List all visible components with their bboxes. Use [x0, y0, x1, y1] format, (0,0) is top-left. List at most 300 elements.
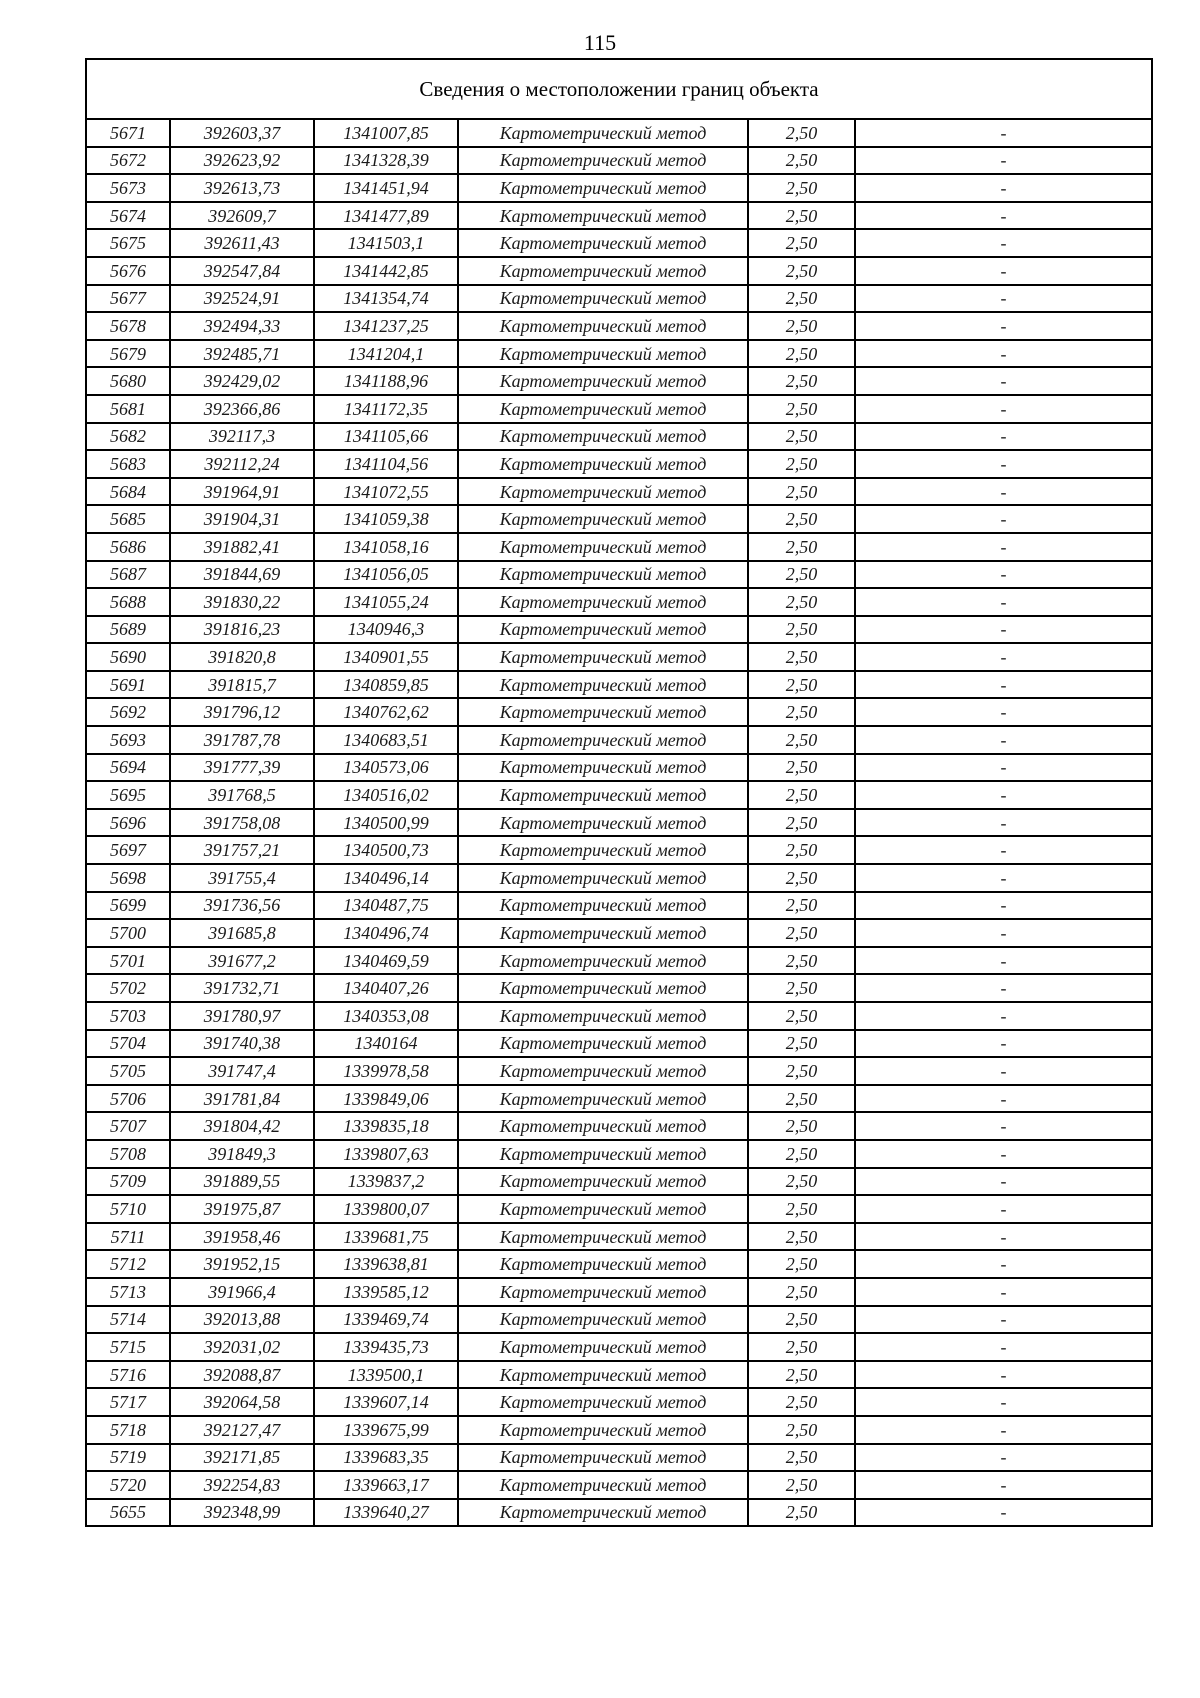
accuracy-cell: 2,50 — [748, 671, 855, 699]
description-cell: - — [855, 478, 1152, 506]
method-cell: Картометрический метод — [458, 1223, 748, 1251]
point-number-cell: 5714 — [86, 1306, 170, 1334]
description-cell: - — [855, 119, 1152, 147]
x-coordinate-cell: 391844,69 — [170, 561, 314, 589]
x-coordinate-cell: 391958,46 — [170, 1223, 314, 1251]
description-cell: - — [855, 809, 1152, 837]
table-title: Сведения о местоположении границ объекта — [86, 59, 1152, 119]
table-row — [86, 1388, 1152, 1416]
x-coordinate-cell: 391757,21 — [170, 836, 314, 864]
method-cell: Картометрический метод — [458, 892, 748, 920]
table-row — [86, 367, 1152, 395]
table-row — [86, 1278, 1152, 1306]
accuracy-cell: 2,50 — [748, 1223, 855, 1251]
y-coordinate-cell: 1339469,74 — [314, 1306, 458, 1334]
y-coordinate-cell: 1341072,55 — [314, 478, 458, 506]
method-cell: Картометрический метод — [458, 1444, 748, 1472]
method-cell: Картометрический метод — [458, 809, 748, 837]
method-cell: Картометрический метод — [458, 119, 748, 147]
point-number-cell: 5703 — [86, 1002, 170, 1030]
y-coordinate-cell: 1339638,81 — [314, 1250, 458, 1278]
point-number-cell: 5679 — [86, 340, 170, 368]
method-cell: Картометрический метод — [458, 229, 748, 257]
x-coordinate-cell: 391777,39 — [170, 754, 314, 782]
y-coordinate-cell: 1340353,08 — [314, 1002, 458, 1030]
table-row — [86, 1306, 1152, 1334]
method-cell: Картометрический метод — [458, 1002, 748, 1030]
accuracy-cell: 2,50 — [748, 423, 855, 451]
description-cell: - — [855, 1030, 1152, 1058]
description-cell: - — [855, 754, 1152, 782]
point-number-cell: 5706 — [86, 1085, 170, 1113]
table-row — [86, 119, 1152, 147]
y-coordinate-cell: 1341172,35 — [314, 395, 458, 423]
x-coordinate-cell: 391768,5 — [170, 781, 314, 809]
table-row — [86, 974, 1152, 1002]
accuracy-cell: 2,50 — [748, 1306, 855, 1334]
method-cell: Картометрический метод — [458, 561, 748, 589]
y-coordinate-cell: 1341188,96 — [314, 367, 458, 395]
point-number-cell: 5674 — [86, 202, 170, 230]
y-coordinate-cell: 1339675,99 — [314, 1416, 458, 1444]
y-coordinate-cell: 1339607,14 — [314, 1388, 458, 1416]
description-cell: - — [855, 947, 1152, 975]
description-cell: - — [855, 257, 1152, 285]
point-number-cell: 5683 — [86, 450, 170, 478]
accuracy-cell: 2,50 — [748, 1361, 855, 1389]
table-row — [86, 754, 1152, 782]
accuracy-cell: 2,50 — [748, 1140, 855, 1168]
point-number-cell: 5691 — [86, 671, 170, 699]
point-number-cell: 5682 — [86, 423, 170, 451]
x-coordinate-cell: 392547,84 — [170, 257, 314, 285]
description-cell: - — [855, 616, 1152, 644]
accuracy-cell: 2,50 — [748, 754, 855, 782]
accuracy-cell: 2,50 — [748, 643, 855, 671]
table-row — [86, 1140, 1152, 1168]
accuracy-cell: 2,50 — [748, 1195, 855, 1223]
description-cell: - — [855, 561, 1152, 589]
point-number-cell: 5704 — [86, 1030, 170, 1058]
accuracy-cell: 2,50 — [748, 229, 855, 257]
x-coordinate-cell: 391677,2 — [170, 947, 314, 975]
method-cell: Картометрический метод — [458, 864, 748, 892]
accuracy-cell: 2,50 — [748, 809, 855, 837]
accuracy-cell: 2,50 — [748, 285, 855, 313]
y-coordinate-cell: 1339640,27 — [314, 1499, 458, 1527]
accuracy-cell: 2,50 — [748, 1112, 855, 1140]
accuracy-cell: 2,50 — [748, 257, 855, 285]
table-row — [86, 285, 1152, 313]
point-number-cell: 5684 — [86, 478, 170, 506]
method-cell: Картометрический метод — [458, 947, 748, 975]
table-title-row — [86, 59, 1152, 119]
method-cell: Картометрический метод — [458, 754, 748, 782]
y-coordinate-cell: 1341503,1 — [314, 229, 458, 257]
method-cell: Картометрический метод — [458, 340, 748, 368]
description-cell: - — [855, 1278, 1152, 1306]
accuracy-cell: 2,50 — [748, 340, 855, 368]
table-row — [86, 312, 1152, 340]
table-row — [86, 395, 1152, 423]
description-cell: - — [855, 1223, 1152, 1251]
description-cell: - — [855, 1057, 1152, 1085]
x-coordinate-cell: 392254,83 — [170, 1471, 314, 1499]
table-row — [86, 588, 1152, 616]
method-cell: Картометрический метод — [458, 919, 748, 947]
y-coordinate-cell: 1341105,66 — [314, 423, 458, 451]
method-cell: Картометрический метод — [458, 1361, 748, 1389]
accuracy-cell: 2,50 — [748, 1444, 855, 1472]
method-cell: Картометрический метод — [458, 202, 748, 230]
y-coordinate-cell: 1341451,94 — [314, 174, 458, 202]
x-coordinate-cell: 392611,43 — [170, 229, 314, 257]
accuracy-cell: 2,50 — [748, 892, 855, 920]
accuracy-cell: 2,50 — [748, 119, 855, 147]
point-number-cell: 5655 — [86, 1499, 170, 1527]
point-number-cell: 5697 — [86, 836, 170, 864]
y-coordinate-cell: 1341055,24 — [314, 588, 458, 616]
point-number-cell: 5690 — [86, 643, 170, 671]
x-coordinate-cell: 391975,87 — [170, 1195, 314, 1223]
accuracy-cell: 2,50 — [748, 1168, 855, 1196]
x-coordinate-cell: 391889,55 — [170, 1168, 314, 1196]
description-cell: - — [855, 974, 1152, 1002]
accuracy-cell: 2,50 — [748, 781, 855, 809]
point-number-cell: 5694 — [86, 754, 170, 782]
method-cell: Картометрический метод — [458, 1306, 748, 1334]
accuracy-cell: 2,50 — [748, 974, 855, 1002]
accuracy-cell: 2,50 — [748, 1002, 855, 1030]
accuracy-cell: 2,50 — [748, 919, 855, 947]
description-cell: - — [855, 533, 1152, 561]
table-row — [86, 1168, 1152, 1196]
x-coordinate-cell: 391787,78 — [170, 726, 314, 754]
y-coordinate-cell: 1339800,07 — [314, 1195, 458, 1223]
y-coordinate-cell: 1340683,51 — [314, 726, 458, 754]
y-coordinate-cell: 1339978,58 — [314, 1057, 458, 1085]
table-row — [86, 864, 1152, 892]
description-cell: - — [855, 202, 1152, 230]
accuracy-cell: 2,50 — [748, 1278, 855, 1306]
x-coordinate-cell: 392348,99 — [170, 1499, 314, 1527]
x-coordinate-cell: 392603,37 — [170, 119, 314, 147]
point-number-cell: 5710 — [86, 1195, 170, 1223]
table-row — [86, 1112, 1152, 1140]
y-coordinate-cell: 1339435,73 — [314, 1333, 458, 1361]
table-row — [86, 781, 1152, 809]
x-coordinate-cell: 392613,73 — [170, 174, 314, 202]
accuracy-cell: 2,50 — [748, 478, 855, 506]
y-coordinate-cell: 1340500,99 — [314, 809, 458, 837]
y-coordinate-cell: 1340573,06 — [314, 754, 458, 782]
description-cell: - — [855, 1085, 1152, 1113]
point-number-cell: 5702 — [86, 974, 170, 1002]
method-cell: Картометрический метод — [458, 1471, 748, 1499]
y-coordinate-cell: 1340946,3 — [314, 616, 458, 644]
point-number-cell: 5713 — [86, 1278, 170, 1306]
y-coordinate-cell: 1341059,38 — [314, 505, 458, 533]
point-number-cell: 5709 — [86, 1168, 170, 1196]
x-coordinate-cell: 392485,71 — [170, 340, 314, 368]
point-number-cell: 5678 — [86, 312, 170, 340]
description-cell: - — [855, 643, 1152, 671]
x-coordinate-cell: 391820,8 — [170, 643, 314, 671]
accuracy-cell: 2,50 — [748, 1388, 855, 1416]
point-number-cell: 5711 — [86, 1223, 170, 1251]
description-cell: - — [855, 864, 1152, 892]
y-coordinate-cell: 1339849,06 — [314, 1085, 458, 1113]
accuracy-cell: 2,50 — [748, 1333, 855, 1361]
x-coordinate-cell: 391815,7 — [170, 671, 314, 699]
point-number-cell: 5720 — [86, 1471, 170, 1499]
table-row — [86, 671, 1152, 699]
accuracy-cell: 2,50 — [748, 698, 855, 726]
description-cell: - — [855, 423, 1152, 451]
description-cell: - — [855, 919, 1152, 947]
table-row — [86, 836, 1152, 864]
x-coordinate-cell: 392623,92 — [170, 147, 314, 175]
point-number-cell: 5696 — [86, 809, 170, 837]
point-number-cell: 5689 — [86, 616, 170, 644]
method-cell: Картометрический метод — [458, 367, 748, 395]
y-coordinate-cell: 1340487,75 — [314, 892, 458, 920]
y-coordinate-cell: 1340496,74 — [314, 919, 458, 947]
accuracy-cell: 2,50 — [748, 947, 855, 975]
y-coordinate-cell: 1339500,1 — [314, 1361, 458, 1389]
table-row — [86, 1361, 1152, 1389]
method-cell: Картометрический метод — [458, 312, 748, 340]
table-row — [86, 1002, 1152, 1030]
y-coordinate-cell: 1341354,74 — [314, 285, 458, 313]
point-number-cell: 5715 — [86, 1333, 170, 1361]
accuracy-cell: 2,50 — [748, 450, 855, 478]
method-cell: Картометрический метод — [458, 1195, 748, 1223]
y-coordinate-cell: 1339807,63 — [314, 1140, 458, 1168]
point-number-cell: 5712 — [86, 1250, 170, 1278]
description-cell: - — [855, 1444, 1152, 1472]
method-cell: Картометрический метод — [458, 1140, 748, 1168]
x-coordinate-cell: 392112,24 — [170, 450, 314, 478]
point-number-cell: 5718 — [86, 1416, 170, 1444]
y-coordinate-cell: 1340500,73 — [314, 836, 458, 864]
accuracy-cell: 2,50 — [748, 836, 855, 864]
table-row — [86, 1416, 1152, 1444]
method-cell: Картометрический метод — [458, 533, 748, 561]
x-coordinate-cell: 392609,7 — [170, 202, 314, 230]
method-cell: Картометрический метод — [458, 1333, 748, 1361]
point-number-cell: 5673 — [86, 174, 170, 202]
accuracy-cell: 2,50 — [748, 174, 855, 202]
table-row — [86, 947, 1152, 975]
table-row — [86, 1195, 1152, 1223]
method-cell: Картометрический метод — [458, 395, 748, 423]
description-cell: - — [855, 450, 1152, 478]
accuracy-cell: 2,50 — [748, 202, 855, 230]
y-coordinate-cell: 1340516,02 — [314, 781, 458, 809]
y-coordinate-cell: 1339835,18 — [314, 1112, 458, 1140]
table-row — [86, 1030, 1152, 1058]
table-row — [86, 533, 1152, 561]
x-coordinate-cell: 391966,4 — [170, 1278, 314, 1306]
x-coordinate-cell: 391781,84 — [170, 1085, 314, 1113]
x-coordinate-cell: 391952,15 — [170, 1250, 314, 1278]
point-number-cell: 5686 — [86, 533, 170, 561]
accuracy-cell: 2,50 — [748, 1030, 855, 1058]
x-coordinate-cell: 392366,86 — [170, 395, 314, 423]
accuracy-cell: 2,50 — [748, 588, 855, 616]
point-number-cell: 5698 — [86, 864, 170, 892]
table-row — [86, 1333, 1152, 1361]
table-row — [86, 561, 1152, 589]
point-number-cell: 5675 — [86, 229, 170, 257]
table-row — [86, 340, 1152, 368]
point-number-cell: 5677 — [86, 285, 170, 313]
x-coordinate-cell: 392031,02 — [170, 1333, 314, 1361]
y-coordinate-cell: 1339585,12 — [314, 1278, 458, 1306]
x-coordinate-cell: 392171,85 — [170, 1444, 314, 1472]
y-coordinate-cell: 1341104,56 — [314, 450, 458, 478]
description-cell: - — [855, 1250, 1152, 1278]
description-cell: - — [855, 1416, 1152, 1444]
method-cell: Картометрический метод — [458, 505, 748, 533]
point-number-cell: 5672 — [86, 147, 170, 175]
method-cell: Картометрический метод — [458, 423, 748, 451]
y-coordinate-cell: 1340859,85 — [314, 671, 458, 699]
method-cell: Картометрический метод — [458, 1416, 748, 1444]
table-row — [86, 1223, 1152, 1251]
x-coordinate-cell: 391780,97 — [170, 1002, 314, 1030]
method-cell: Картометрический метод — [458, 1250, 748, 1278]
x-coordinate-cell: 392127,47 — [170, 1416, 314, 1444]
point-number-cell: 5680 — [86, 367, 170, 395]
method-cell: Картометрический метод — [458, 1057, 748, 1085]
description-cell: - — [855, 174, 1152, 202]
x-coordinate-cell: 392064,58 — [170, 1388, 314, 1416]
point-number-cell: 5676 — [86, 257, 170, 285]
x-coordinate-cell: 391685,8 — [170, 919, 314, 947]
description-cell: - — [855, 229, 1152, 257]
description-cell: - — [855, 671, 1152, 699]
table-row — [86, 505, 1152, 533]
accuracy-cell: 2,50 — [748, 561, 855, 589]
method-cell: Картометрический метод — [458, 671, 748, 699]
y-coordinate-cell: 1341058,16 — [314, 533, 458, 561]
point-number-cell: 5685 — [86, 505, 170, 533]
x-coordinate-cell: 391882,41 — [170, 533, 314, 561]
y-coordinate-cell: 1339663,17 — [314, 1471, 458, 1499]
point-number-cell: 5716 — [86, 1361, 170, 1389]
accuracy-cell: 2,50 — [748, 1499, 855, 1527]
point-number-cell: 5695 — [86, 781, 170, 809]
description-cell: - — [855, 147, 1152, 175]
table-row — [86, 726, 1152, 754]
method-cell: Картометрический метод — [458, 1030, 748, 1058]
description-cell: - — [855, 1168, 1152, 1196]
table-row — [86, 202, 1152, 230]
description-cell: - — [855, 892, 1152, 920]
table-row — [86, 1250, 1152, 1278]
description-cell: - — [855, 367, 1152, 395]
point-number-cell: 5688 — [86, 588, 170, 616]
point-number-cell: 5700 — [86, 919, 170, 947]
method-cell: Картометрический метод — [458, 698, 748, 726]
method-cell: Картометрический метод — [458, 781, 748, 809]
table-row — [86, 478, 1152, 506]
y-coordinate-cell: 1340901,55 — [314, 643, 458, 671]
y-coordinate-cell: 1341056,05 — [314, 561, 458, 589]
table-row — [86, 174, 1152, 202]
x-coordinate-cell: 391736,56 — [170, 892, 314, 920]
accuracy-cell: 2,50 — [748, 1416, 855, 1444]
x-coordinate-cell: 392494,33 — [170, 312, 314, 340]
x-coordinate-cell: 392429,02 — [170, 367, 314, 395]
description-cell: - — [855, 505, 1152, 533]
description-cell: - — [855, 698, 1152, 726]
method-cell: Картометрический метод — [458, 836, 748, 864]
table-row — [86, 147, 1152, 175]
table-row — [86, 892, 1152, 920]
description-cell: - — [855, 836, 1152, 864]
x-coordinate-cell: 391849,3 — [170, 1140, 314, 1168]
description-cell: - — [855, 1306, 1152, 1334]
method-cell: Картометрический метод — [458, 450, 748, 478]
y-coordinate-cell: 1340164 — [314, 1030, 458, 1058]
table-row — [86, 1057, 1152, 1085]
x-coordinate-cell: 391747,4 — [170, 1057, 314, 1085]
description-cell: - — [855, 395, 1152, 423]
x-coordinate-cell: 391796,12 — [170, 698, 314, 726]
description-cell: - — [855, 781, 1152, 809]
table-row — [86, 809, 1152, 837]
y-coordinate-cell: 1341442,85 — [314, 257, 458, 285]
y-coordinate-cell: 1340762,62 — [314, 698, 458, 726]
description-cell: - — [855, 1140, 1152, 1168]
x-coordinate-cell: 392088,87 — [170, 1361, 314, 1389]
method-cell: Картометрический метод — [458, 726, 748, 754]
accuracy-cell: 2,50 — [748, 312, 855, 340]
method-cell: Картометрический метод — [458, 643, 748, 671]
method-cell: Картометрический метод — [458, 257, 748, 285]
table-row — [86, 1471, 1152, 1499]
x-coordinate-cell: 391904,31 — [170, 505, 314, 533]
method-cell: Картометрический метод — [458, 1499, 748, 1527]
table-row — [86, 616, 1152, 644]
point-number-cell: 5687 — [86, 561, 170, 589]
description-cell: - — [855, 285, 1152, 313]
boundary-table-body — [86, 59, 1152, 1526]
accuracy-cell: 2,50 — [748, 1085, 855, 1113]
description-cell: - — [855, 1195, 1152, 1223]
y-coordinate-cell: 1340469,59 — [314, 947, 458, 975]
method-cell: Картометрический метод — [458, 1112, 748, 1140]
point-number-cell: 5692 — [86, 698, 170, 726]
method-cell: Картометрический метод — [458, 588, 748, 616]
x-coordinate-cell: 391804,42 — [170, 1112, 314, 1140]
description-cell: - — [855, 726, 1152, 754]
accuracy-cell: 2,50 — [748, 367, 855, 395]
x-coordinate-cell: 391755,4 — [170, 864, 314, 892]
x-coordinate-cell: 392524,91 — [170, 285, 314, 313]
description-cell: - — [855, 1471, 1152, 1499]
x-coordinate-cell: 391758,08 — [170, 809, 314, 837]
description-cell: - — [855, 1499, 1152, 1527]
point-number-cell: 5705 — [86, 1057, 170, 1085]
point-number-cell: 5719 — [86, 1444, 170, 1472]
table-row — [86, 643, 1152, 671]
y-coordinate-cell: 1341007,85 — [314, 119, 458, 147]
table-row — [86, 229, 1152, 257]
